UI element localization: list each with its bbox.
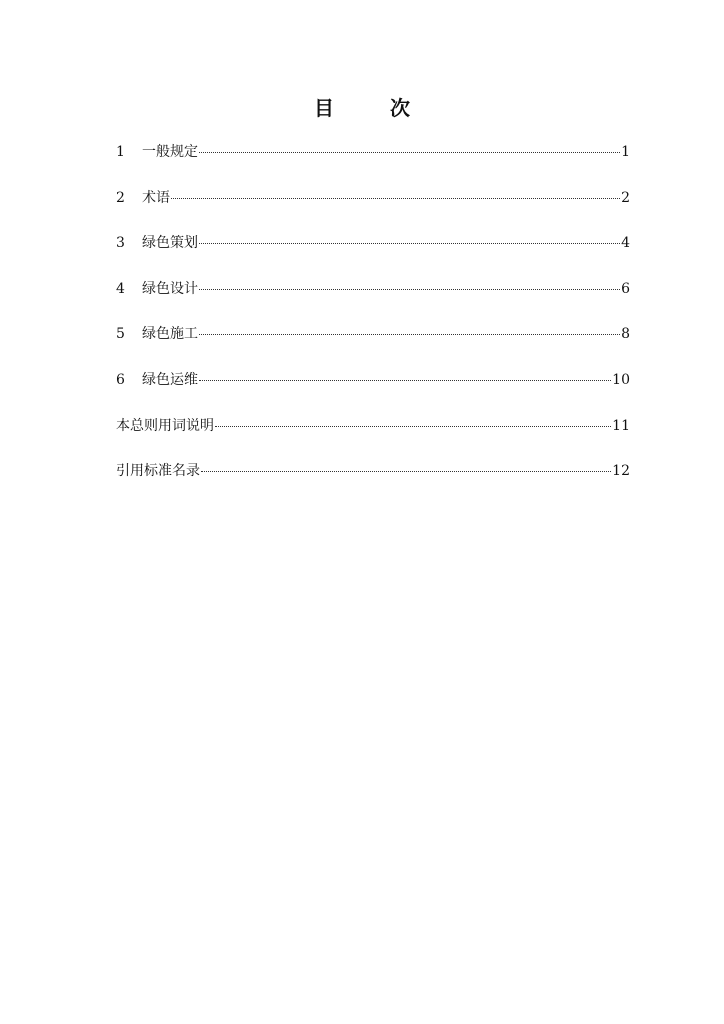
toc-entry-label: 绿色运维 (142, 371, 198, 388)
toc-entry-number: 2 (116, 189, 125, 206)
toc-entry-label: 绿色施工 (142, 326, 198, 343)
toc-list (116, 141, 630, 506)
toc-entry-page: 10 (612, 371, 630, 388)
toc-entry-label: 绿色设计 (142, 280, 198, 297)
toc-dot-leader (199, 334, 620, 335)
toc-entry-page: 8 (621, 326, 630, 343)
toc-entry-page: 4 (621, 235, 630, 252)
toc-entry-page: 12 (612, 463, 630, 480)
toc-entry[interactable] (116, 460, 630, 506)
toc-entry-number: 3 (116, 235, 125, 252)
toc-entry-label: 绿色策划 (142, 235, 198, 252)
toc-dot-leader (215, 426, 611, 427)
toc-entry-label: 本总则用词说明 (116, 417, 214, 434)
toc-entry-number: 1 (116, 144, 125, 160)
toc-dot-leader (199, 289, 620, 290)
toc-entry-number: 5 (116, 326, 125, 343)
toc-entry-label: 引用标准名录 (116, 463, 200, 480)
toc-dot-leader (171, 198, 620, 199)
toc-entry-page: 1 (621, 144, 630, 160)
toc-entry-page: 6 (621, 280, 630, 297)
toc-entry[interactable] (116, 232, 630, 278)
toc-entry-number: 4 (116, 280, 125, 297)
toc-entry-page: 2 (621, 189, 630, 206)
toc-entry[interactable] (116, 323, 630, 369)
toc-entry-number: 6 (116, 371, 125, 388)
toc-entry[interactable] (116, 369, 630, 415)
toc-entry[interactable] (116, 278, 630, 324)
toc-dot-leader (201, 471, 611, 472)
toc-dot-leader (199, 152, 620, 153)
toc-title: 目 次 (314, 96, 428, 120)
toc-entry-label: 术语 (142, 189, 170, 206)
toc-entry[interactable] (116, 141, 630, 187)
toc-dot-leader (199, 380, 611, 381)
toc-entry[interactable] (116, 415, 630, 461)
toc-dot-leader (199, 243, 620, 244)
toc-entry-label: 一般规定 (142, 144, 198, 160)
toc-entry[interactable] (116, 187, 630, 233)
toc-entry-page: 11 (612, 417, 630, 434)
